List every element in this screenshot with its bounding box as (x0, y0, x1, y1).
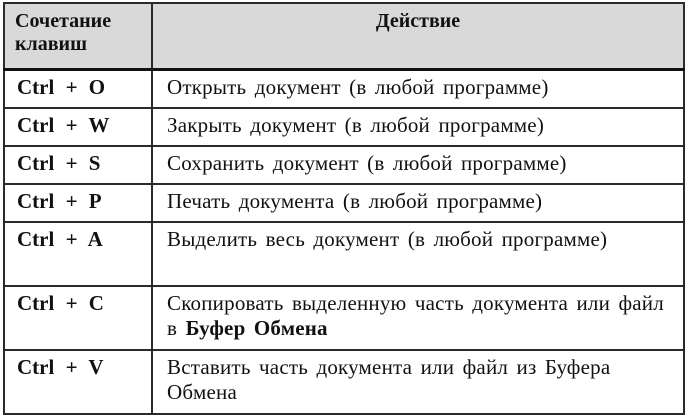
action-text: Сохранить документ (в любой программе) (167, 151, 567, 175)
shortcut-keys: Ctrl + V (4, 350, 152, 414)
table-row (4, 184, 684, 222)
table-row (4, 222, 684, 286)
table-row (4, 70, 684, 109)
action-bold-text: Буфер Обмена (185, 316, 328, 340)
table-header (4, 3, 684, 70)
table-row (4, 286, 684, 350)
shortcut-keys: Ctrl + A (4, 222, 152, 286)
shortcut-action (152, 286, 684, 350)
shortcut-table (3, 2, 685, 415)
action-text: Вставить часть документа или файл из Буфера Обмена (167, 355, 611, 404)
table-row (4, 146, 684, 184)
header-keys: Сочетание клавиш (4, 3, 152, 70)
shortcut-keys: Ctrl + O (4, 70, 152, 109)
action-text: Выделить весь документ (в любой программе) (167, 227, 608, 251)
action-text: Открыть документ (в любой программе) (167, 75, 549, 99)
shortcut-action (152, 108, 684, 146)
table-row (4, 350, 684, 414)
shortcut-action (152, 70, 684, 109)
shortcut-keys: Ctrl + P (4, 184, 152, 222)
shortcut-action (152, 222, 684, 286)
action-text: Скопировать выделенную часть документа или файл в (167, 291, 664, 340)
action-text: Закрыть документ (в любой программе) (167, 113, 545, 137)
shortcut-action (152, 146, 684, 184)
shortcut-keys: Ctrl + C (4, 286, 152, 350)
header-action: Действие (152, 3, 684, 70)
shortcut-keys: Ctrl + S (4, 146, 152, 184)
table-row (4, 108, 684, 146)
shortcut-action (152, 350, 684, 414)
action-text: Печать документа (в любой программе) (167, 189, 543, 213)
header-row (4, 3, 684, 70)
shortcut-keys: Ctrl + W (4, 108, 152, 146)
shortcut-action (152, 184, 684, 222)
table-body (4, 70, 684, 415)
